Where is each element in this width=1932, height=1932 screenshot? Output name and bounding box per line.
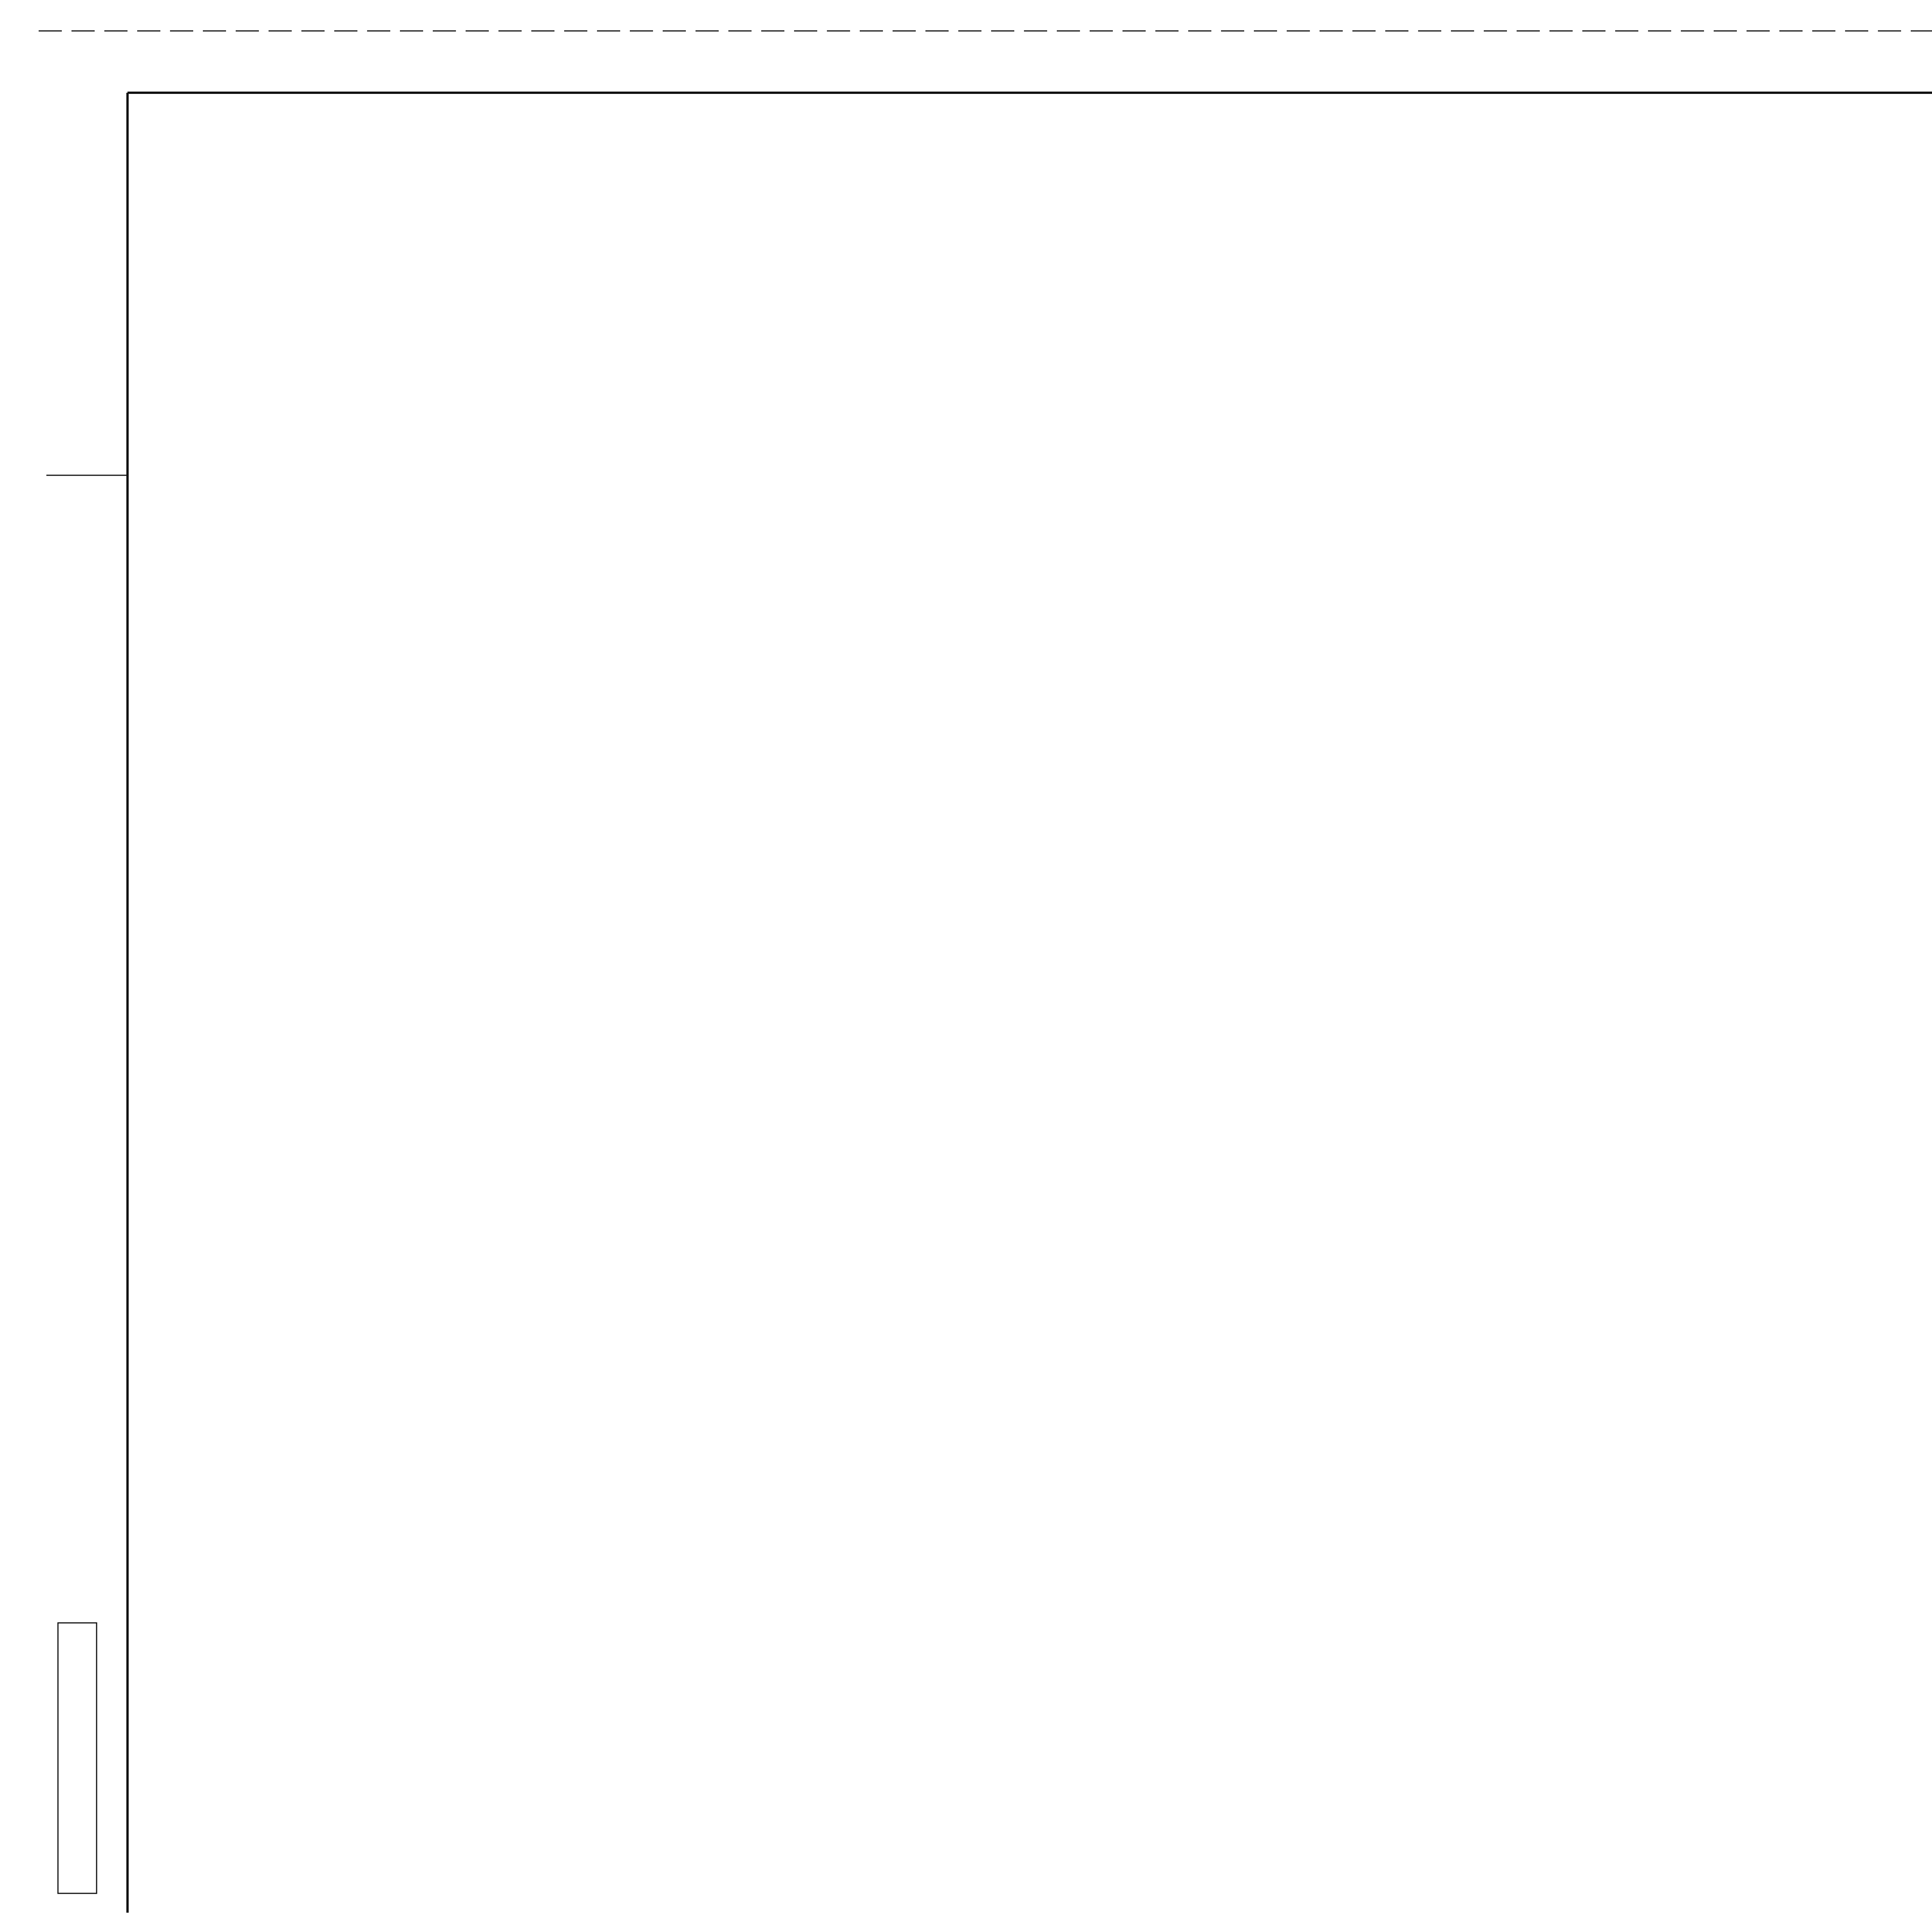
archive-stamp-box	[58, 1623, 97, 1893]
